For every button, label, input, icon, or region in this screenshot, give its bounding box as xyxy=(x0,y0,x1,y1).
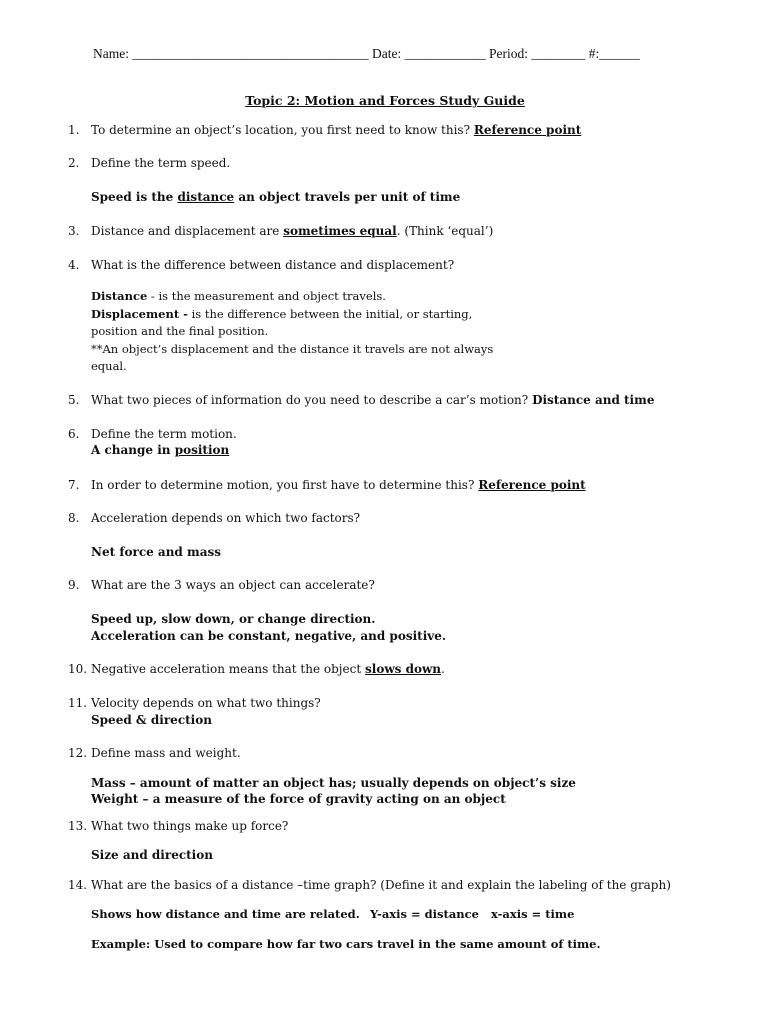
question-14-answer-1: Shows how distance and time are related. xyxy=(91,907,360,921)
question-2-number: 2. xyxy=(68,156,80,170)
question-7 xyxy=(91,478,586,492)
period-label: Period: xyxy=(489,46,528,61)
question-12-number: 12. xyxy=(68,746,88,760)
question-7-text: In order to determine motion, you first have to determine this? xyxy=(91,478,475,492)
question-14-example: Example: Used to compare how far two cars travel in the same amount of time. xyxy=(91,937,601,951)
question-14-answer-2: Y-axis = distance xyxy=(370,907,479,921)
date-blank: ____________ xyxy=(404,46,486,61)
question-14-number: 14. xyxy=(68,878,88,892)
question-10-answer: slows down xyxy=(365,662,442,676)
question-3-answer: sometimes equal xyxy=(283,224,397,238)
question-7-answer: Reference point xyxy=(478,478,586,492)
question-6-answer-pre: A change in xyxy=(91,443,171,457)
question-8-answer: Net force and mass xyxy=(91,545,221,559)
question-4-answer-line-2 xyxy=(91,307,472,321)
question-6-answer xyxy=(91,443,229,457)
question-10-number: 10. xyxy=(68,662,88,676)
question-8-number: 8. xyxy=(68,511,80,525)
question-11-text: Velocity depends on what two things? xyxy=(91,696,321,710)
displacement-definition: is the difference between the initial, or starting, xyxy=(187,307,473,321)
name-label: Name: xyxy=(93,46,129,61)
question-2-answer-post: an object travels per unit of time xyxy=(238,190,461,204)
question-2-answer xyxy=(91,190,460,204)
student-info-header xyxy=(93,46,640,62)
number-label: #: xyxy=(588,46,600,61)
question-5-number: 5. xyxy=(68,393,80,407)
question-4-answer-line-1 xyxy=(91,289,386,303)
question-5-answer: Distance and time xyxy=(532,393,655,407)
question-9-number: 9. xyxy=(68,578,80,592)
question-10-text-pre: Negative acceleration means that the object xyxy=(91,662,362,676)
period-blank: ________ xyxy=(531,46,586,61)
question-14-text: What are the basics of a distance –time graph? (Define it and explain the labeling of the graph) xyxy=(91,878,671,892)
question-5 xyxy=(91,393,654,407)
question-3-text-post: . (Think ‘equal’) xyxy=(396,224,494,238)
number-blank: ______ xyxy=(599,46,640,61)
question-3 xyxy=(91,224,493,238)
question-7-number: 7. xyxy=(68,478,80,492)
name-blank: ___________________________________ xyxy=(132,46,369,61)
question-12-answer-1: Mass – amount of matter an object has; usually depends on object’s size xyxy=(91,776,576,790)
question-13-answer: Size and direction xyxy=(91,848,213,862)
question-6-text: Define the term motion. xyxy=(91,427,237,441)
question-12-text: Define mass and weight. xyxy=(91,746,241,760)
distance-term: Distance xyxy=(91,289,148,303)
page-title: Topic 2: Motion and Forces Study Guide xyxy=(245,93,525,108)
question-9-text: What are the 3 ways an object can accelerate? xyxy=(91,578,375,592)
question-9-answer-1: Speed up, slow down, or change direction. xyxy=(91,612,376,626)
question-10 xyxy=(91,662,445,676)
question-12-answer-2: Weight – a measure of the force of gravity acting on an object xyxy=(91,792,506,806)
distance-definition: - is the measurement and object travels. xyxy=(147,289,386,303)
question-4-number: 4. xyxy=(68,258,80,272)
question-9-answer-2: Acceleration can be constant, negative, and positive. xyxy=(91,629,447,643)
question-2-answer-underlined: distance xyxy=(177,190,235,204)
question-11-number: 11. xyxy=(68,696,88,710)
question-8-text: Acceleration depends on which two factors? xyxy=(91,511,361,525)
question-5-text: What two pieces of information do you need to describe a car’s motion? xyxy=(91,393,529,407)
question-1-number: 1. xyxy=(68,123,80,137)
question-6-number: 6. xyxy=(68,427,80,441)
question-6-answer-underlined: position xyxy=(174,443,230,457)
question-2-answer-pre: Speed is the xyxy=(91,190,174,204)
question-1 xyxy=(91,123,581,137)
date-label: Date: xyxy=(372,46,402,61)
question-1-text: To determine an object’s location, you first need to know this? xyxy=(91,123,471,137)
question-10-text-post: . xyxy=(441,662,445,676)
question-1-answer: Reference point xyxy=(473,123,582,137)
question-11-answer: Speed & direction xyxy=(91,713,212,727)
question-4-answer-line-3: position and the final position. xyxy=(91,324,269,338)
displacement-term: Displacement - xyxy=(91,307,188,321)
question-4-text: What is the difference between distance and displacement? xyxy=(91,258,455,272)
question-13-text: What two things make up force? xyxy=(91,819,289,833)
question-4-answer-line-5: equal. xyxy=(91,359,127,373)
question-2-text: Define the term speed. xyxy=(91,156,231,170)
question-3-number: 3. xyxy=(68,224,80,238)
question-3-text-pre: Distance and displacement are xyxy=(91,224,280,238)
question-13-number: 13. xyxy=(68,819,88,833)
question-4-answer-line-4: **An object’s displacement and the distance it travels are not always xyxy=(91,342,494,356)
question-14-answer-3: x-axis = time xyxy=(491,907,575,921)
